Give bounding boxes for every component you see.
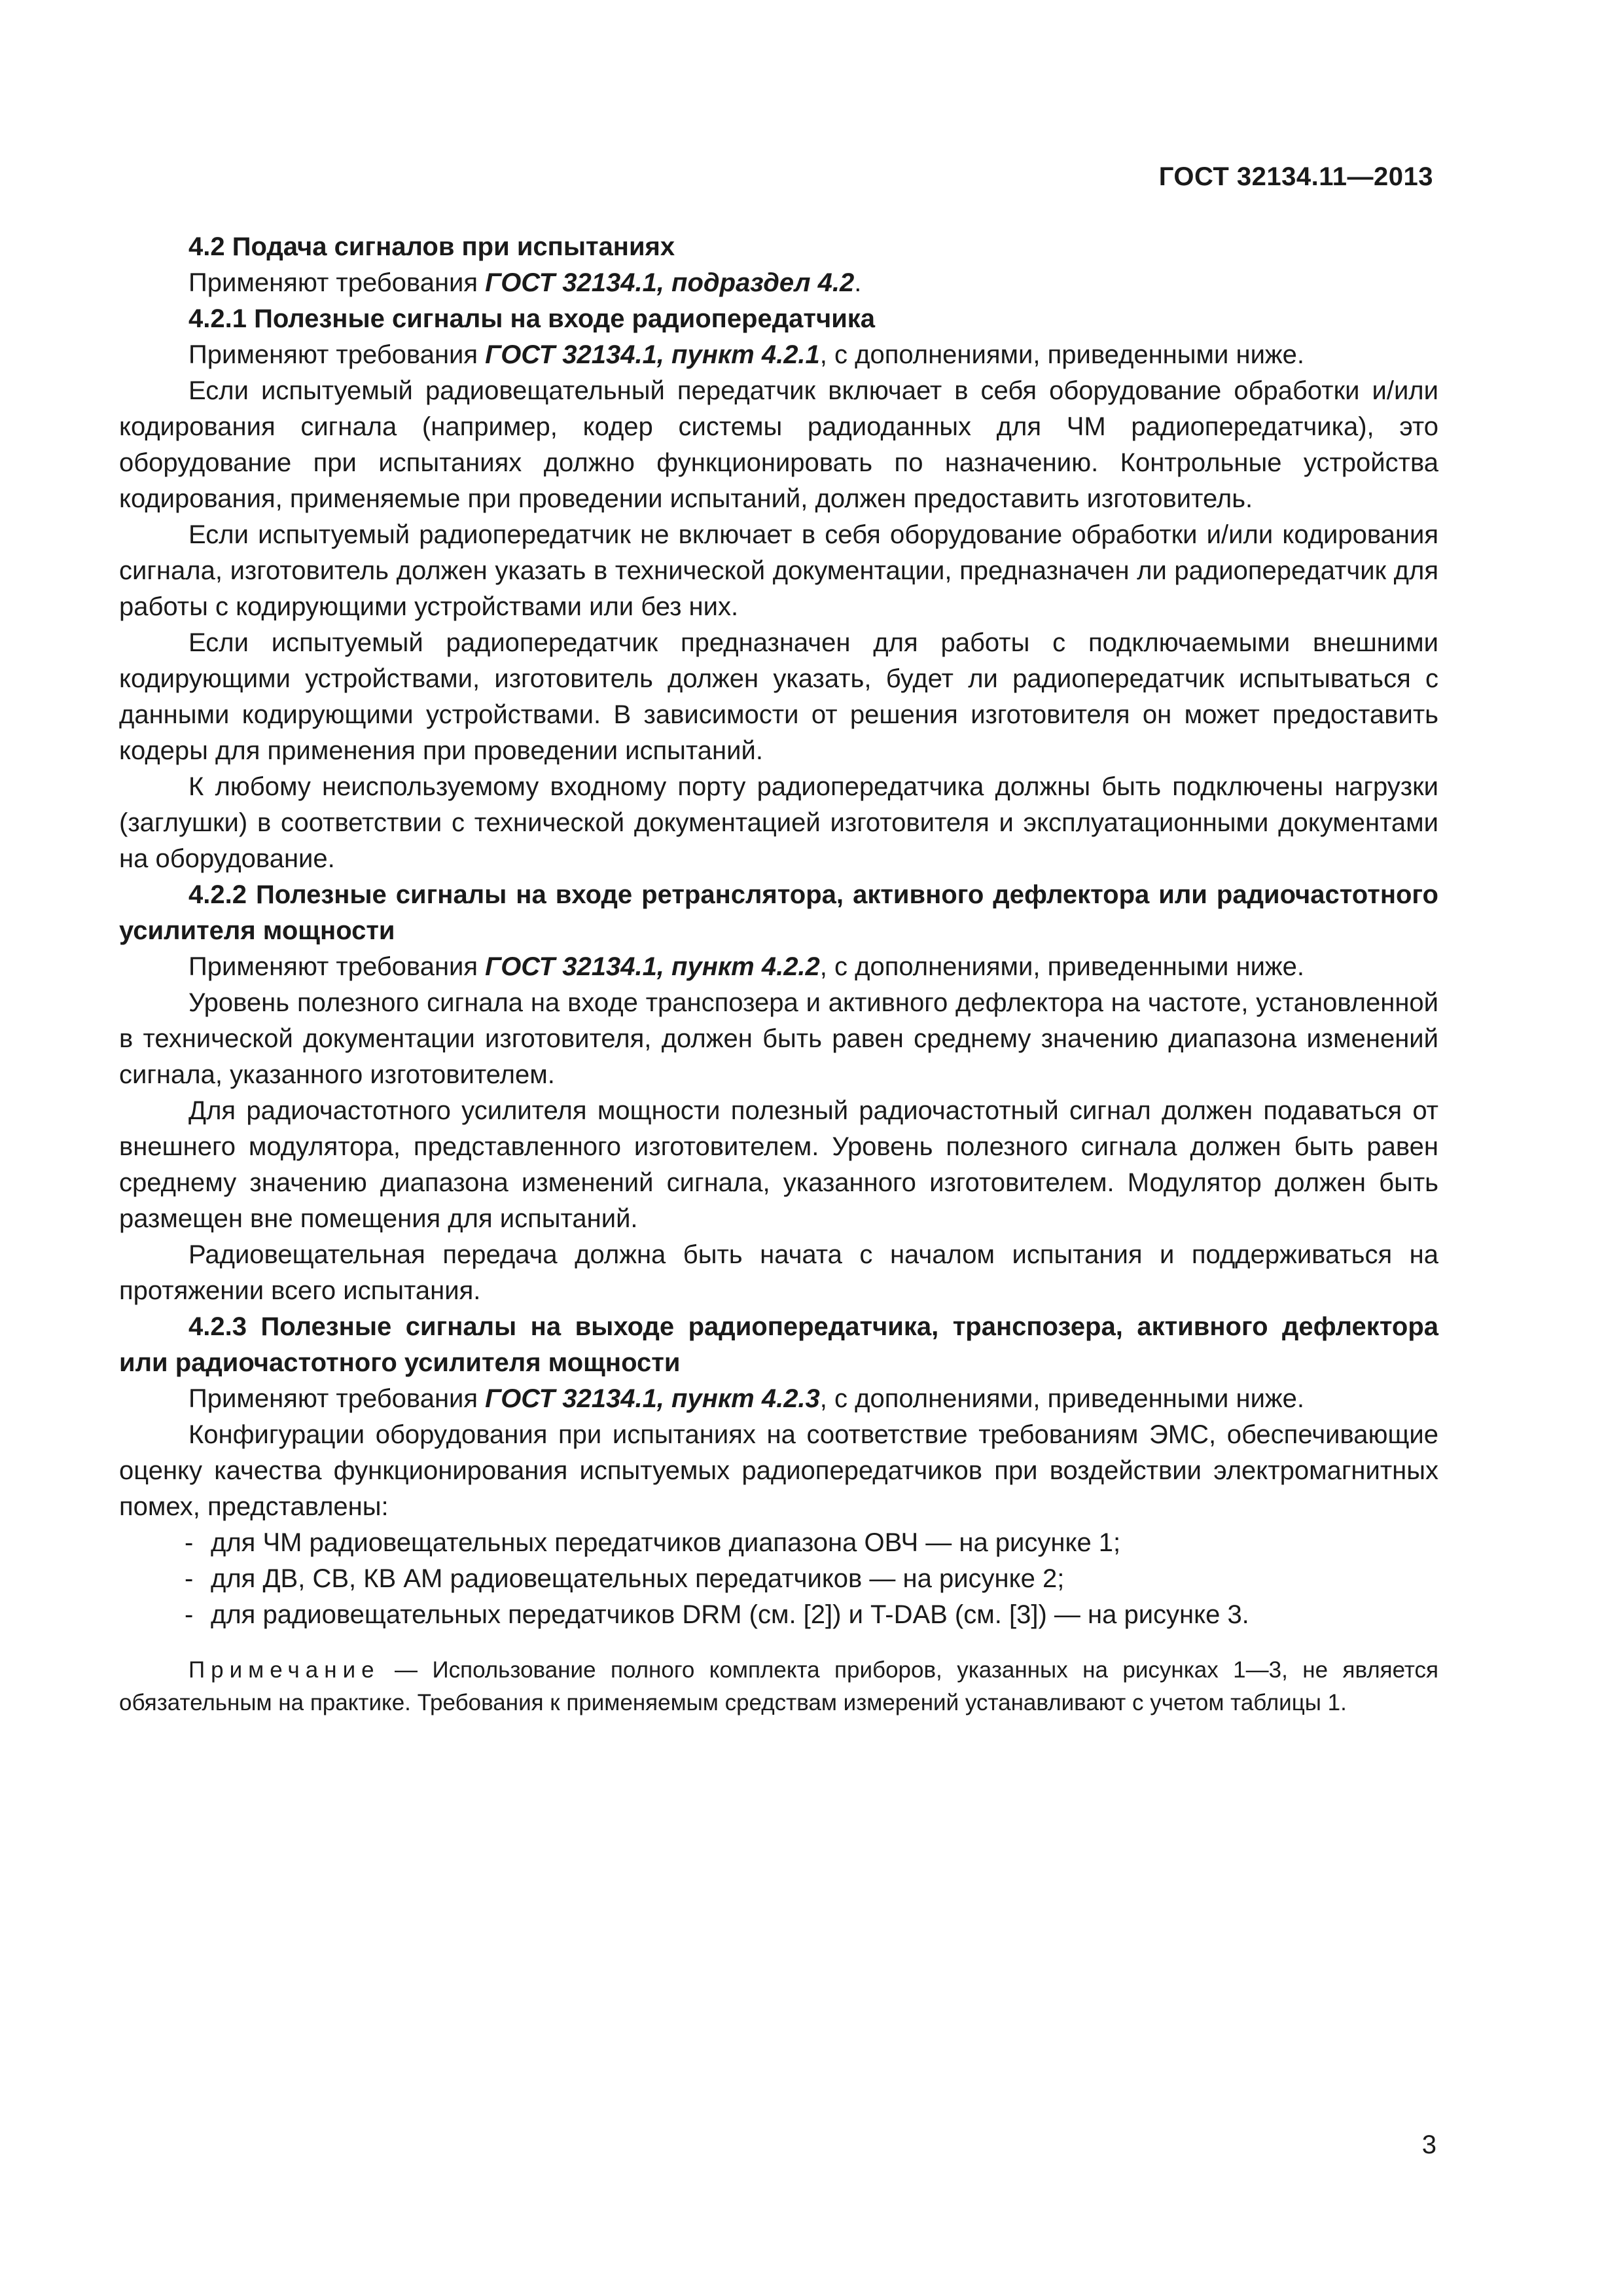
page-number: 3 bbox=[1421, 2130, 1436, 2159]
list-item bbox=[119, 1597, 1438, 1633]
list-marker: - bbox=[185, 1528, 194, 1557]
paragraph bbox=[119, 337, 1438, 373]
list-marker: - bbox=[185, 1564, 194, 1593]
list-item bbox=[119, 1561, 1438, 1597]
list-item bbox=[119, 1525, 1438, 1561]
paragraph: Если испытуемый радиопередатчик не включает в себя оборудование обработки и/или кодирования сигнала, изготовитель должен указать в технической документации, предназначен ли радиопередатчик для работы с кодирующими устройствами или без них. bbox=[119, 520, 1438, 621]
list-marker: - bbox=[185, 1600, 194, 1629]
paragraph: Радиовещательная передача должна быть начата с началом испытания и поддерживаться на протяжении всего испытания. bbox=[119, 1240, 1438, 1305]
standard-reference: ГОСТ 32134.1, подраздел 4.2 bbox=[485, 268, 855, 297]
paragraph-text: , с дополнениями, приведенными ниже. bbox=[819, 952, 1305, 981]
section-heading-4-2-3: 4.2.3 Полезные сигналы на выходе радиопередатчика, транспозера, активного дефлектора или радиочастотного усилителя мощности bbox=[119, 1312, 1438, 1377]
standard-reference: ГОСТ 32134.1, пункт 4.2.1 bbox=[485, 340, 820, 369]
paragraph: Если испытуемый радиовещательный передатчик включает в себя оборудование обработки и/или кодирования сигнала (например, кодер системы радиоданных для ЧМ радиопередатчика), это оборудование при испытаниях должно функционировать по назначению. Контрольные устройства кодирования, применяемые при проведении испытаний, должен предоставить изготовитель. bbox=[119, 376, 1438, 513]
list-item-text: для радиовещательных передатчиков DRM (см. [2]) и T-DAB (см. [3]) — на рисунке 3. bbox=[211, 1600, 1249, 1629]
paragraph: Уровень полезного сигнала на входе транспозера и активного дефлектора на частоте, установленной в технической документации изготовителя, должен быть равен среднему значению диапазона изменений сигнала, указанного изготовителем. bbox=[119, 988, 1438, 1089]
section-heading-4-2-2: 4.2.2 Полезные сигналы на входе ретранслятора, активного дефлектора или радиочастотного усилителя мощности bbox=[119, 880, 1438, 945]
note-label: Примечание bbox=[188, 1657, 380, 1683]
section-heading-4-2-1: 4.2.1 Полезные сигналы на входе радиопередатчика bbox=[188, 304, 876, 333]
paragraph: Если испытуемый радиопередатчик предназначен для работы с подключаемыми внешними кодирующими устройствами, изготовитель должен указать, будет ли радиопередатчик испытываться с данными кодирующими устройствами. В зависимости от решения изготовителя он может предоставить кодеры для применения при проведении испытаний. bbox=[119, 628, 1438, 765]
paragraph bbox=[119, 1381, 1438, 1417]
note bbox=[119, 1654, 1438, 1719]
paragraph-text: Применяют требования bbox=[188, 340, 486, 369]
paragraph-text: Применяют требования bbox=[188, 268, 486, 297]
standard-reference: ГОСТ 32134.1, пункт 4.2.2 bbox=[485, 952, 820, 981]
document-body bbox=[119, 229, 1438, 1719]
list-item-text: для ЧМ радиовещательных передатчиков диапазона ОВЧ — на рисунке 1; bbox=[211, 1528, 1121, 1557]
paragraph: Конфигурации оборудования при испытаниях на соответствие требованиям ЭМС, обеспечивающие оценку качества функционирования испытуемых радиопередатчиков при воздействии электромагнитных помех, представлены: bbox=[119, 1420, 1438, 1521]
document-id-header: ГОСТ 32134.11—2013 bbox=[1158, 162, 1433, 191]
paragraph-text: , с дополнениями, приведенными ниже. bbox=[819, 1384, 1305, 1413]
paragraph: К любому неиспользуемому входному порту радиопередатчика должны быть подключены нагрузки (заглушки) в соответствии с технической документацией изготовителя и эксплуатационными документами на оборудование. bbox=[119, 772, 1438, 873]
figure-list bbox=[119, 1525, 1438, 1633]
paragraph: Для радиочастотного усилителя мощности полезный радиочастотный сигнал должен подаваться от внешнего модулятора, представленного изготовителем. Уровень полезного сигнала должен быть равен среднему значению диапазона изменений сигнала, указанного изготовителем. Модулятор должен быть размещен вне помещения для испытаний. bbox=[119, 1096, 1438, 1233]
standard-reference: ГОСТ 32134.1, пункт 4.2.3 bbox=[485, 1384, 820, 1413]
paragraph-text: . bbox=[854, 268, 862, 297]
paragraph bbox=[119, 265, 1438, 301]
list-item-text: для ДВ, СВ, КВ АМ радиовещательных передатчиков — на рисунке 2; bbox=[211, 1564, 1065, 1593]
note-text: — Использование полного комплекта приборов, указанных на рисунках 1—3, не является обязательным на практике. Требования к применяемым средствам измерений устанавливают с учетом таблицы 1. bbox=[119, 1657, 1438, 1715]
paragraph-text: Применяют требования bbox=[188, 1384, 486, 1413]
section-heading-4-2: 4.2 Подача сигналов при испытаниях bbox=[188, 232, 675, 261]
paragraph bbox=[119, 949, 1438, 985]
paragraph-text: Применяют требования bbox=[188, 952, 486, 981]
paragraph-text: , с дополнениями, приведенными ниже. bbox=[819, 340, 1305, 369]
